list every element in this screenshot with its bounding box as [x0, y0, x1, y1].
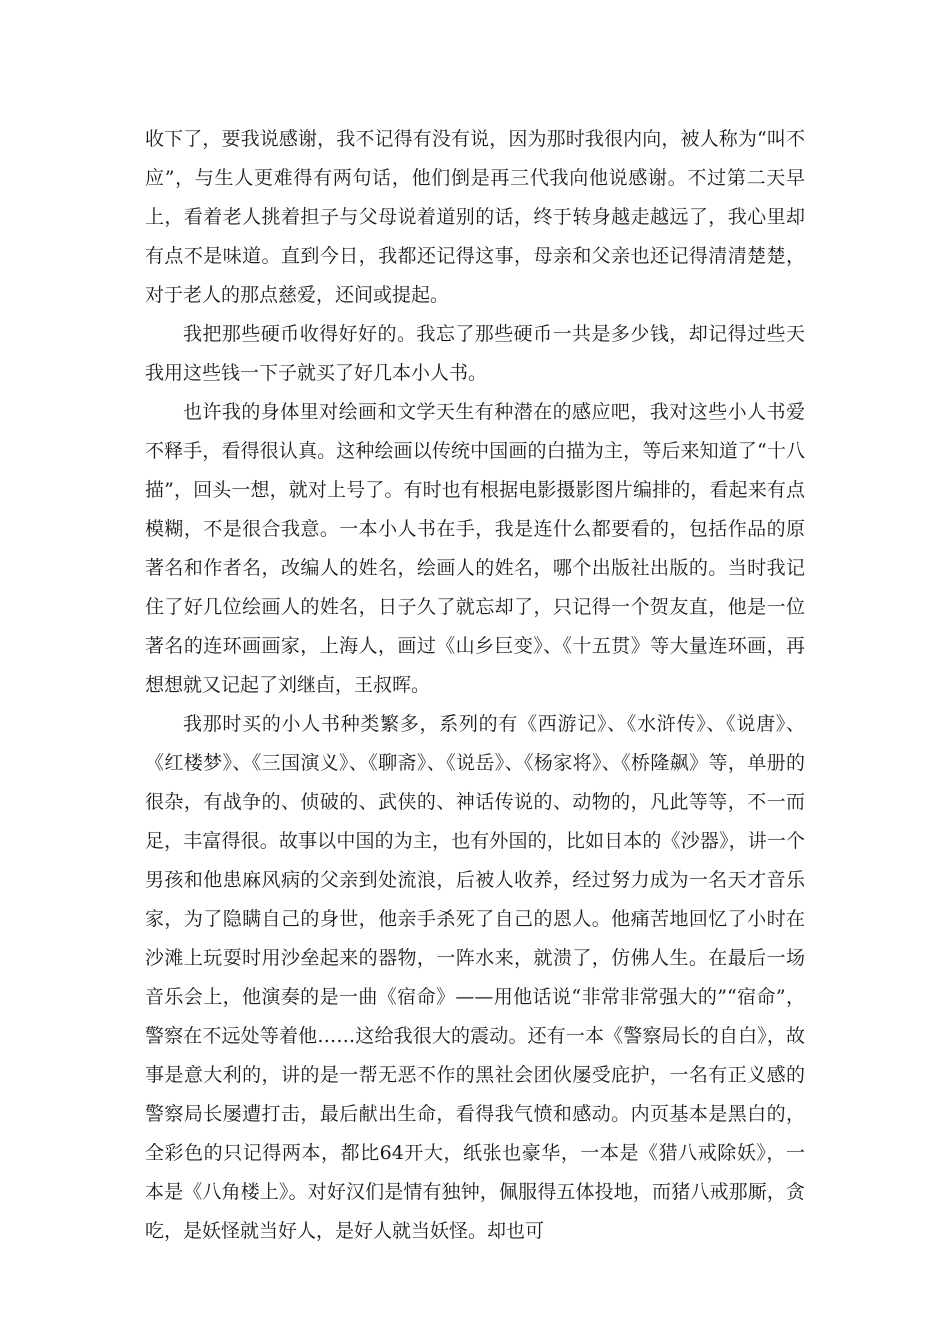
- body-text: [145, 120, 805, 1251]
- paragraph-1: 收下了，要我说感谢，我不记得有没有说，因为那时我很内向，被人称为“叫不应”，与生人更难得有两句话，他们倒是再三代我向他说感谢。不过第二天早上，看着老人挑着担子与父母说着道别的话，终于转身越走越远了，我心里却有点不是味道。直到今日，我都还记得这事，母亲和父亲也还记得清清楚楚，对于老人的那点慈爱，还间或提起。: [145, 128, 805, 306]
- paragraph-3: 也许我的身体里对绘画和文学天生有种潜在的感应吧，我对这些小人书爱不释手，看得很认真。这种绘画以传统中国画的白描为主，等后来知道了“十八描”，回头一想，就对上号了。有时也有根据电影摄影图片编排的，看起来有点模糊，不是很合我意。一本小人书在手，我是连什么都要看的，包括作品的原著名和作者名，改编人的姓名，绘画人的姓名，哪个出版社出版的。当时我记住了好几位绘画人的姓名，日子久了就忘却了，只记得一个贺友直，他是一位著名的连环画画家，上海人，画过《山乡巨变》、《十五贯》等大量连环画，再想想就又记起了刘继卣，王叔晖。: [145, 401, 805, 696]
- paragraph-2: 我把那些硬币收得好好的。我忘了那些硬币一共是多少钱，却记得过些天我用这些钱一下子就买了好几本小人书。: [145, 323, 805, 384]
- paragraph-4: 我那时买的小人书种类繁多，系列的有《西游记》、《水浒传》、《说唐》、《红楼梦》、《三国演义》、《聊斋》、《说岳》、《杨家将》、《桥隆飙》等，单册的很杂，有战争的、侦破的、武侠的、神话传说的、动物的，凡此等等，不一而足，丰富得很。故事以中国的为主，也有外国的，比如日本的《沙器》，讲一个男孩和他患麻风病的父亲到处流浪，后被人收养，经过努力成为一名天才音乐家，为了隐瞒自己的身世，他亲手杀死了自己的恩人。他痛苦地回忆了小时在沙滩上玩耍时用沙垒起来的器物，一阵水来，就溃了，仿佛人生。在最后一场音乐会上，他演奏的是一曲《宿命》——用他话说“非常非常强大的”“宿命”，警察在不远处等着他……这给我很大的震动。还有一本《警察局长的自白》，故事是意大利的，讲的是一帮无恶不作的黑社会团伙屡受庇护，一名有正义感的警察局长屡遭打击，最后献出生命，看得我气愤和感动。内页基本是黑白的，全彩色的只记得两本，都比64开大，纸张也豪华，一本是《猎八戒除妖》，一本是《八角楼上》。对好汉们是情有独钟，佩服得五体投地，而猪八戒那厮，贪吃，是妖怪就当好人，是好人就当妖怪。却也可: [145, 713, 805, 1242]
